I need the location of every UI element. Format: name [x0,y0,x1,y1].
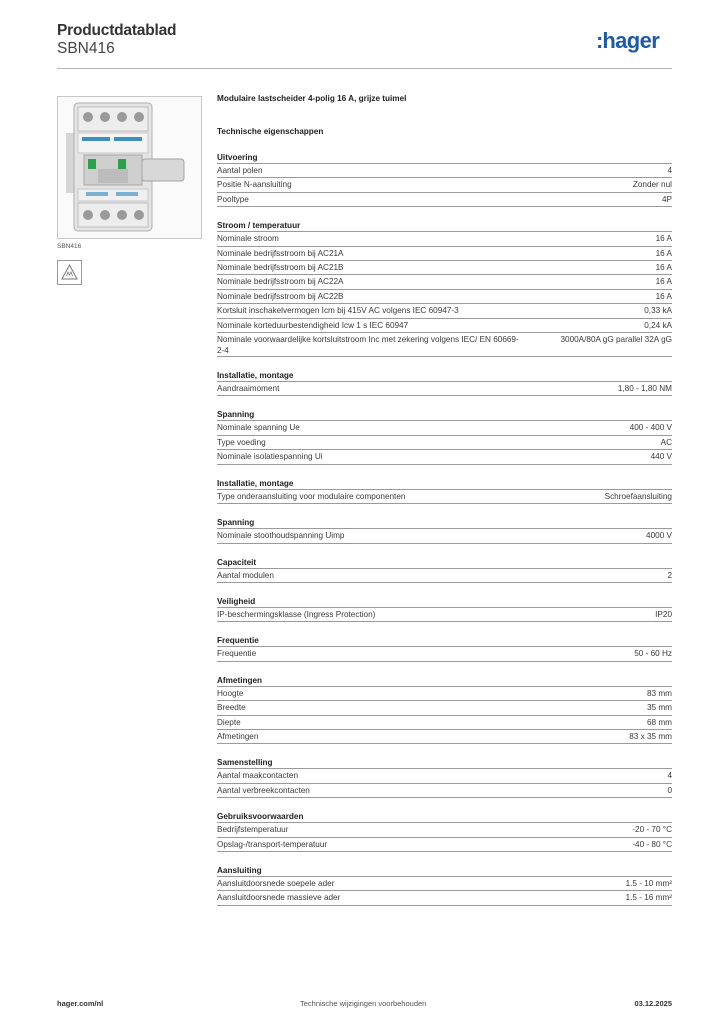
spec-row [217,784,672,798]
spec-row [217,891,672,905]
spec-label: Aansluitdoorsnede massieve ader [217,893,341,903]
spec-value: AC [660,437,672,447]
spec-label: Hoogte [217,688,244,698]
spec-row [217,275,672,289]
spec-group-title: Spanning [217,409,672,421]
spec-label: Nominale bedrijfsstroom bij AC21A [217,248,344,258]
spec-value: 3000A/80A gG parallel 32A gG [560,335,672,345]
spec-value: 4 [667,166,672,175]
logo-text: hager [602,28,660,53]
spec-group [217,811,672,852]
specifications [217,94,672,919]
spec-group [217,757,672,798]
spec-label: Aantal maakcontacten [217,771,299,781]
spec-value: 35 mm [646,703,672,713]
spec-value: 68 mm [646,717,672,727]
spec-value: 0,33 kA [644,306,672,316]
spec-value: 16 A [655,263,672,273]
spec-label: Aantal polen [217,166,263,175]
spec-group [217,152,672,207]
spec-label: Nominale bedrijfsstroom bij AC21B [217,263,344,273]
spec-row [217,319,672,333]
footer-date: 03.12.2025 [634,999,672,1008]
spec-row [217,608,672,622]
spec-label: Type onderaansluiting voor modulaire componenten [217,491,406,501]
spec-row [217,877,672,891]
spec-group [217,220,672,357]
spec-value: 4P [661,194,672,204]
spec-row [217,716,672,730]
spec-value: Zonder nul [632,180,672,190]
spec-row [217,823,672,837]
spec-label: Nominale bedrijfsstroom bij AC22B [217,291,344,301]
spec-value: 4000 V [646,531,672,541]
spec-value: IP20 [655,609,672,619]
spec-value: 0 [667,785,672,795]
spec-row [217,232,672,246]
spec-row [217,436,672,450]
spec-group-title: Gebruiksvoorwaarden [217,811,672,823]
spec-label: Nominale isolatiespanning Ui [217,452,323,462]
spec-value: Schroefaansluiting [604,491,672,501]
product-code: SBN416 [57,40,115,57]
spec-row [217,261,672,275]
spec-row [217,421,672,435]
spec-groups [217,152,672,906]
spec-group [217,478,672,504]
spec-value: 16 A [655,248,672,258]
spec-label: Afmetingen [217,731,259,741]
spec-group [217,675,672,745]
spec-row [217,701,672,715]
spec-row [217,178,672,192]
spec-group [217,596,672,622]
spec-row [217,529,672,543]
spec-label: Breedte [217,703,246,713]
spec-row [217,304,672,318]
spec-row [217,333,672,357]
spec-row [217,730,672,744]
spec-row [217,569,672,583]
image-caption: SBN416 [57,243,82,250]
spec-value: -40 - 80 °C [632,839,672,849]
spec-value: 400 - 400 V [629,423,672,433]
spec-value: -20 - 70 °C [632,825,672,835]
spec-label: Frequentie [217,649,257,659]
spec-group-title: Uitvoering [217,152,672,164]
spec-row [217,164,672,178]
spec-label: Nominale stroom [217,234,279,244]
spec-row [217,450,672,464]
spec-label: Diepte [217,717,241,727]
spec-label: Bedrijfstemperatuur [217,825,289,835]
header-divider [57,68,672,69]
spec-row [217,647,672,661]
spec-row [217,769,672,783]
spec-group [217,517,672,543]
spec-group-title: Afmetingen [217,675,672,687]
product-image [57,96,202,239]
spec-value: 1.5 - 10 mm² [625,878,672,888]
spec-row [217,290,672,304]
spec-value: 1.5 - 16 mm² [625,893,672,903]
spec-label: Type voeding [217,437,266,447]
spec-value: 4 [667,771,672,781]
spec-group-title: Frequentie [217,635,672,647]
spec-label: Opslag-/transport-temperatuur [217,839,328,849]
spec-row [217,193,672,207]
spec-label: Aandraaimoment [217,384,280,394]
spec-label: Kortsluit inschakelvermogen Icm bij 415V AC volgens IEC 60947-3 [217,306,459,316]
spec-row [217,247,672,261]
certification-mark-icon [57,260,82,285]
spec-group-title: Veiligheid [217,596,672,608]
spec-group [217,635,672,661]
spec-group-title: Installatie, montage [217,370,672,382]
spec-label: IP-beschermingsklasse (Ingress Protection) [217,609,376,619]
spec-label: Pooltype [217,194,249,204]
logo-dots-icon: : [596,28,602,53]
hager-logo [596,28,659,54]
spec-value: 16 A [655,291,672,301]
spec-label: Nominale korteduurbestendigheid Icw 1 s IEC 60947 [217,320,409,330]
footer-website: hager.com/nl [57,999,104,1008]
spec-group [217,865,672,906]
page-title: Productdatablad [57,22,177,39]
footer-disclaimer: Technische wijzigingen voorbehouden [300,999,427,1008]
spec-group-title: Capaciteit [217,557,672,569]
spec-group-title: Installatie, montage [217,478,672,490]
spec-row [217,490,672,504]
spec-label: Aantal verbreekcontacten [217,785,310,795]
spec-group [217,370,672,396]
spec-value: 440 V [650,452,672,462]
section-title: Technische eigenschappen [217,127,324,136]
spec-row [217,687,672,701]
spec-value: 16 A [655,277,672,287]
spec-group-title: Aansluiting [217,865,672,877]
spec-value: 83 mm [646,688,672,698]
product-description: Modulaire lastscheider 4-polig 16 A, grijze tuimel [217,94,407,103]
spec-value: 16 A [655,234,672,244]
spec-label: Nominale spanning Ue [217,423,300,433]
spec-value: 50 - 60 Hz [634,649,672,659]
spec-label: Aansluitdoorsnede soepele ader [217,878,335,888]
spec-group-title: Spanning [217,517,672,529]
spec-group-title: Samenstelling [217,757,672,769]
spec-label: Nominale stoothoudspanning Uimp [217,531,345,541]
spec-label: Positie N-aansluiting [217,180,292,190]
spec-row [217,382,672,396]
spec-label: Nominale bedrijfsstroom bij AC22A [217,277,344,287]
spec-group [217,409,672,464]
spec-label: Nominale voorwaardelijke kortsluitstroom Inc met zekering volgens IEC/ EN 60669-2-4 [217,335,519,356]
spec-value: 83 x 35 mm [629,731,672,741]
spec-group-title: Stroom / temperatuur [217,220,672,232]
spec-group [217,557,672,583]
spec-value: 2 [667,570,672,580]
spec-value: 1,80 - 1,80 NM [617,384,672,394]
spec-label: Aantal modulen [217,570,274,580]
spec-row [217,838,672,852]
spec-value: 0,24 kA [644,320,672,330]
